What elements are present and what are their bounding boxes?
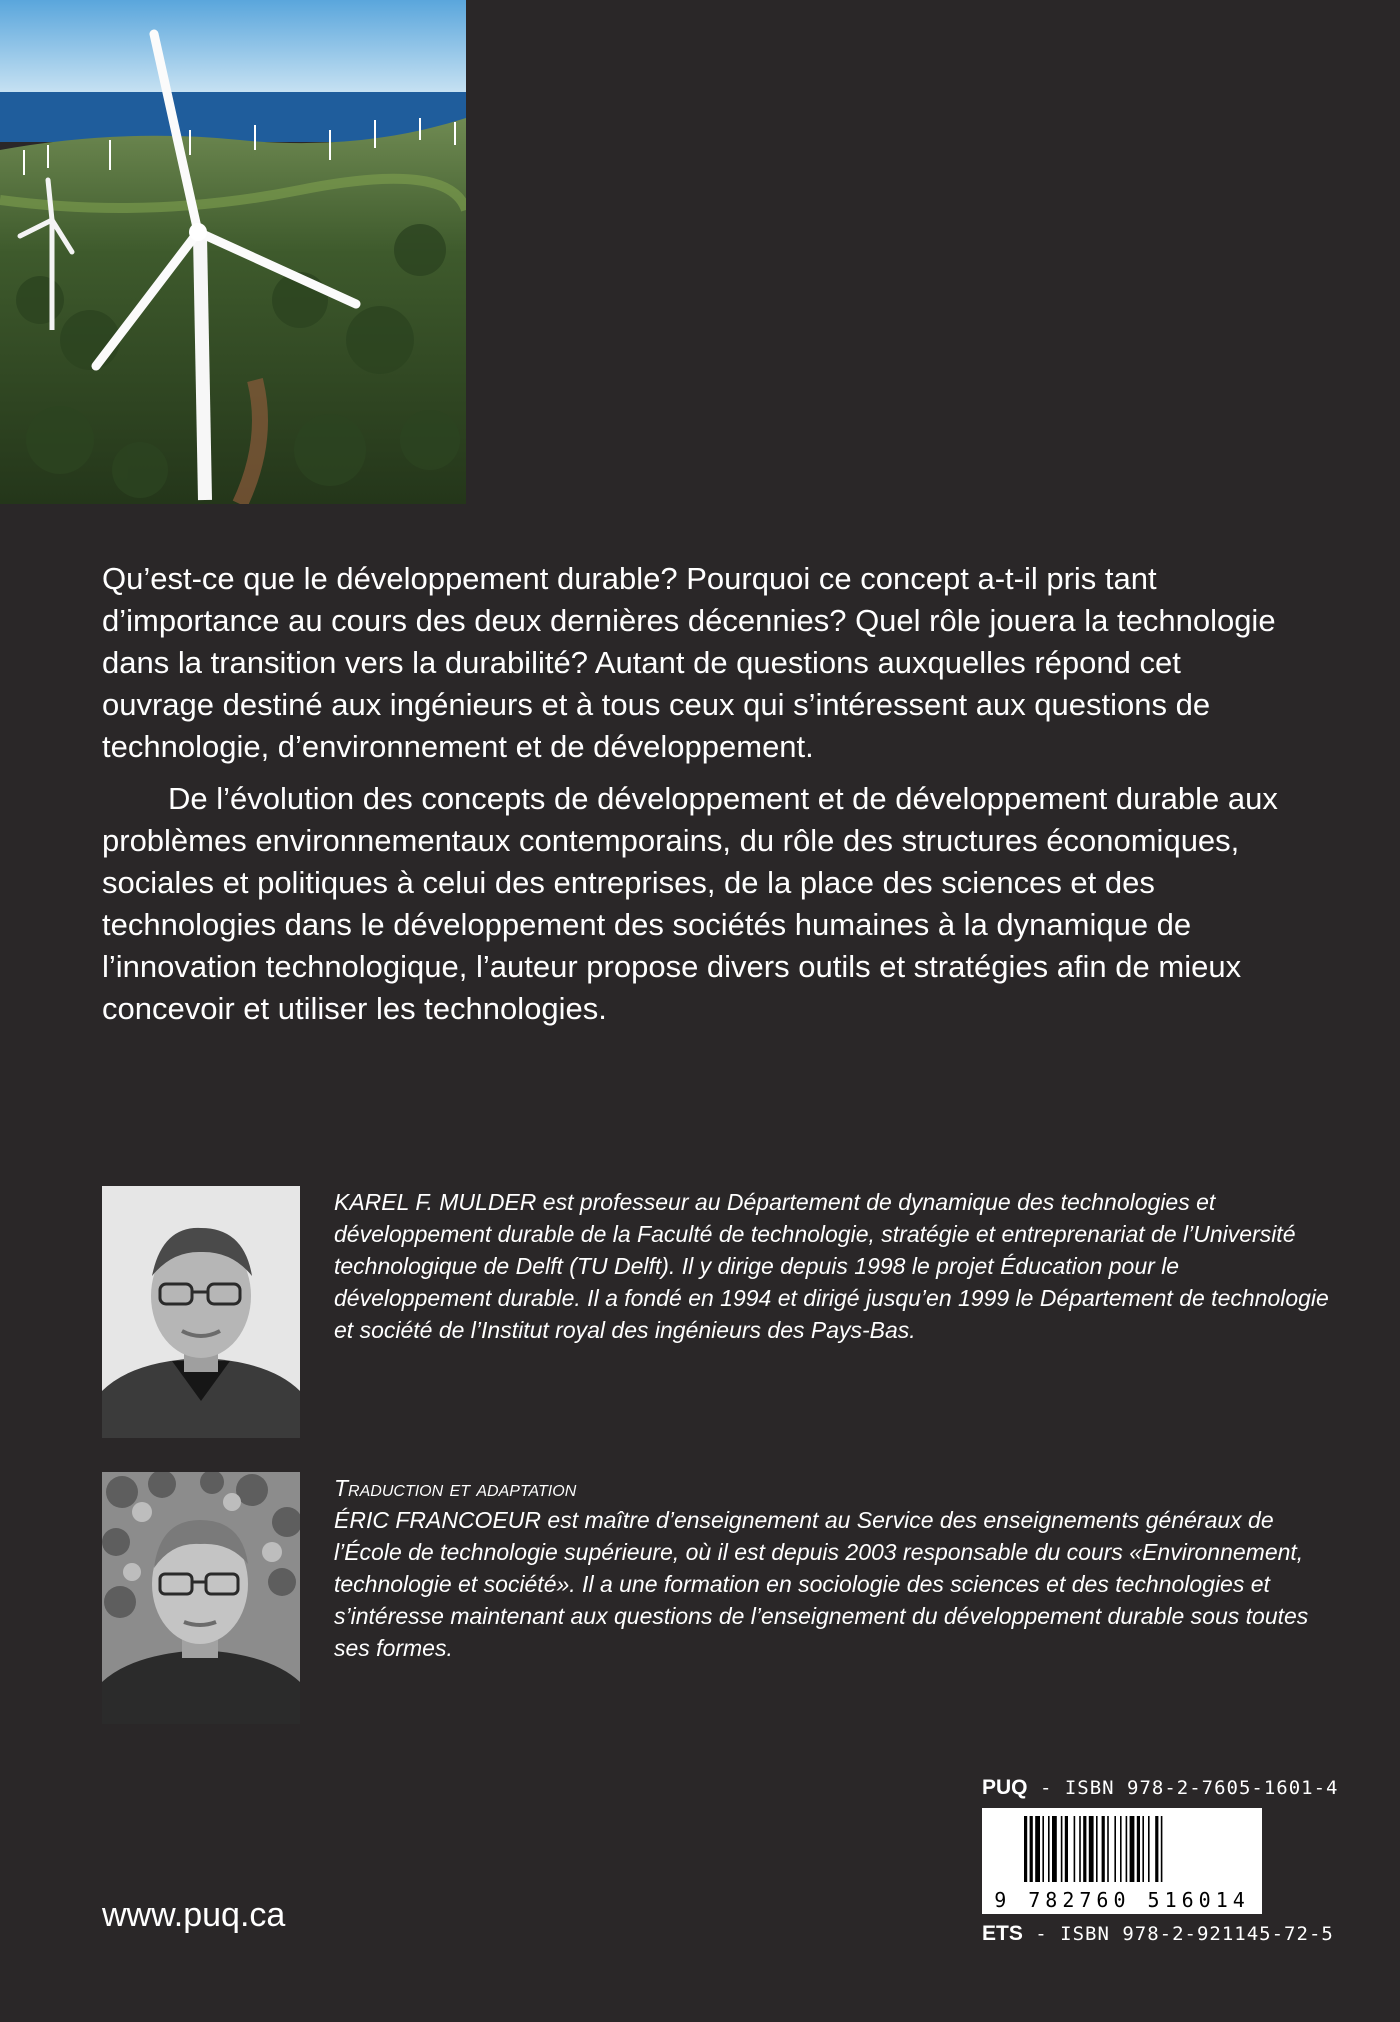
barcode-bar xyxy=(1096,1816,1098,1882)
barcode-bar xyxy=(1126,1816,1128,1882)
barcode-bar xyxy=(1102,1816,1105,1882)
author-bio-francoeur xyxy=(334,1472,1334,1664)
barcode-bar xyxy=(1035,1816,1040,1882)
barcode-bar xyxy=(1142,1816,1144,1882)
isbn-block xyxy=(982,1776,1339,1946)
author-bio-mulder: KAREL F. MULDER est professeur au Département de dynamique des technologies et développement durable de la Faculté de technologie, stratégie et entreprenariat de l’Université technologique de Delft (TU Delft). Il y dirige depuis 1998 le projet Éducation pour le développement durable. Il a fondé en 1994 et dirigé jusqu’en 1999 le Département de technologie et société de l’Institut royal des ingénieurs des Pays-Bas. xyxy=(334,1189,1329,1343)
barcode xyxy=(982,1808,1262,1914)
isbn-ets-label: ETS xyxy=(982,1922,1023,1945)
back-cover-blurb xyxy=(102,558,1282,1030)
blurb-paragraph-2: De l’évolution des concepts de développement et de développement durable aux problèmes environnementaux contemporains, du rôle des structures économiques, sociales et politiques à celui des entreprises, de la place des sciences et des technologies dans le développement des sociétés humaines à la dynamique de l’innovation technologique, l’auteur propose divers outils et stratégies afin de mieux concevoir et utiliser les technologies. xyxy=(102,781,1278,1026)
barcode-bar xyxy=(1042,1816,1044,1882)
barcode-bar xyxy=(1083,1816,1086,1882)
barcode-bar xyxy=(1089,1816,1094,1882)
barcode-bar xyxy=(1074,1816,1076,1882)
barcode-bar xyxy=(1107,1816,1109,1882)
barcode-bar xyxy=(1079,1816,1081,1882)
translation-credit: Traduction et adaptation xyxy=(334,1475,577,1501)
isbn-ets-value: - ISBN 978-2-921145-72-5 xyxy=(1022,1923,1334,1945)
barcode-bar xyxy=(1137,1816,1140,1882)
barcode-bar xyxy=(1130,1816,1135,1882)
barcode-bar xyxy=(1120,1816,1122,1882)
barcode-bar xyxy=(1048,1816,1050,1882)
barcode-bar xyxy=(1030,1816,1033,1882)
barcode-bar xyxy=(1024,1816,1027,1882)
barcode-bars xyxy=(1024,1816,1220,1882)
barcode-bar xyxy=(1155,1816,1158,1882)
barcode-bar xyxy=(1161,1816,1163,1882)
barcode-bar xyxy=(1065,1816,1068,1882)
wind-turbine-photo xyxy=(0,0,466,504)
isbn-puq-label: PUQ xyxy=(982,1776,1028,1799)
blurb-paragraph-1: Qu’est-ce que le développement durable? Pourquoi ce concept a-t-il pris tant d’importance au cours des deux dernières décennies? Quel rôle jouera la technologie dans la transition vers la durabilité? Autant de questions auxquelles répond cet ouvrage destiné aux ingénieurs et à tous ceux qui s’intéressent aux questions de technologie, d’environnement et de développement. xyxy=(102,561,1276,764)
author-photo-mulder xyxy=(102,1186,300,1438)
isbn-puq xyxy=(982,1776,1339,1800)
author-bio-francoeur-text: ÉRIC FRANCOEUR est maître d’enseignement au Service des enseignements généraux de l’École de technologie supérieure, où il est depuis 2003 responsable du cours «Environnement, technologie et société». Il a une formation en sociologie des sciences et des technologies et s’intéresse maintenant aux questions de l’enseignement du développement durable sous toutes ses formes. xyxy=(334,1507,1309,1661)
barcode-bar xyxy=(1148,1816,1150,1882)
publisher-website[interactable]: www.puq.ca xyxy=(102,1896,286,1934)
author-photo-francoeur xyxy=(102,1472,300,1724)
isbn-ets xyxy=(982,1922,1334,1946)
barcode-digits: 9 782760 516014 xyxy=(994,1888,1250,1912)
barcode-bar xyxy=(1114,1816,1116,1882)
barcode-bar xyxy=(1061,1816,1063,1882)
isbn-puq-value: - ISBN 978-2-7605-1601-4 xyxy=(1027,1777,1339,1799)
barcode-bar xyxy=(1052,1816,1057,1882)
